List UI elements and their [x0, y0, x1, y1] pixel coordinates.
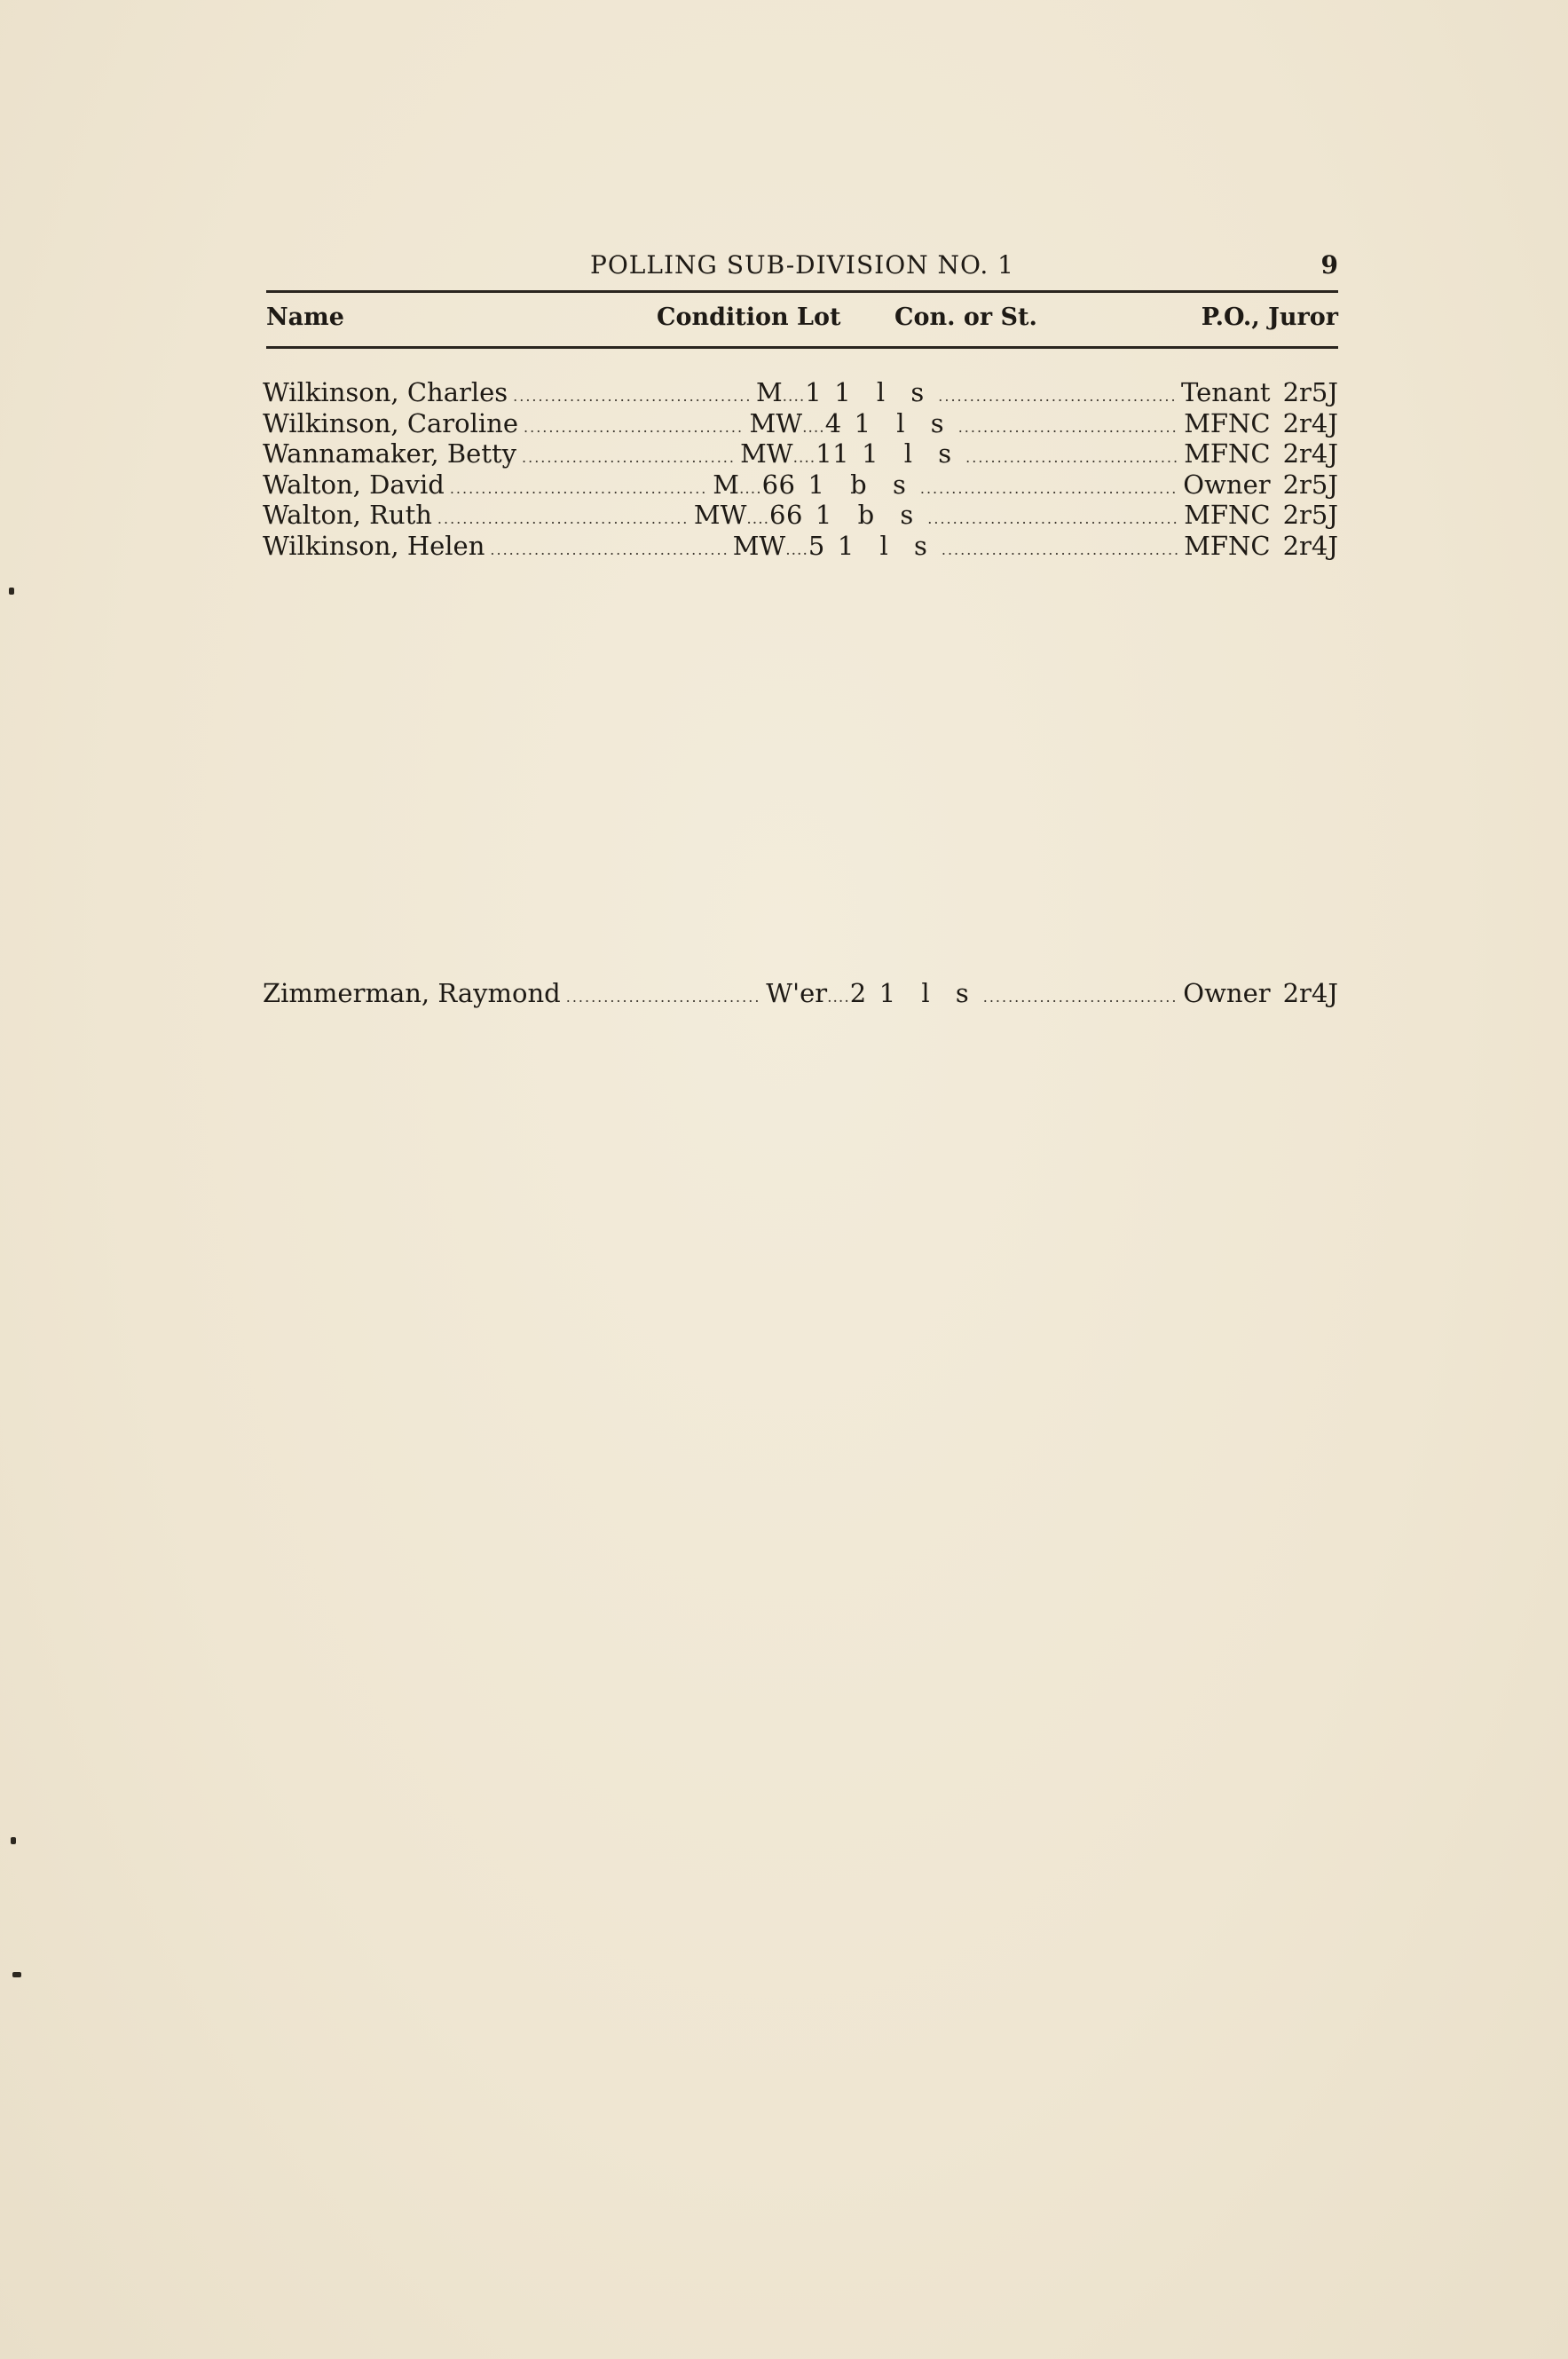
- leader-dots: [450, 480, 707, 497]
- entry-juror: 2r4J: [1282, 438, 1338, 469]
- entry-con: 1 l s: [879, 978, 978, 1008]
- leader-dots: [437, 510, 689, 527]
- entry-po: MFNC: [1184, 407, 1271, 438]
- column-headers: [266, 304, 1338, 335]
- margin-mark: [12, 1972, 21, 1977]
- entry-lot: 2: [849, 978, 867, 1008]
- entry-lot: 1: [805, 377, 823, 407]
- entry-juror: 2r4J: [1282, 978, 1338, 1008]
- margin-mark: [11, 1837, 16, 1844]
- entry-juror: 2r5J: [1282, 500, 1338, 530]
- leader-dots: [938, 388, 1176, 405]
- list-item: [263, 531, 1338, 562]
- leader-dots: ....: [738, 479, 762, 498]
- entry-lot: 66: [769, 500, 803, 530]
- entry-po: Owner: [1183, 978, 1271, 1008]
- leader-dots: [490, 541, 727, 558]
- entry-con: 1 l s: [854, 407, 953, 438]
- entry-juror: 2r5J: [1282, 377, 1338, 407]
- column-header-po-juror: P.O., Juror: [1201, 304, 1338, 331]
- leader-dots: [958, 419, 1179, 436]
- entry-lot: 11: [816, 438, 850, 469]
- entry-name: Walton, David: [263, 469, 445, 500]
- page-title: POLLING SUB-DIVISION NO. 1: [590, 250, 1014, 280]
- entry-po: Owner: [1183, 469, 1271, 500]
- leader-dots: [920, 480, 1178, 497]
- list-item: [263, 500, 1338, 531]
- page-header: [266, 250, 1338, 286]
- entry-juror: 2r4J: [1282, 407, 1338, 438]
- leader-dots: [522, 449, 735, 466]
- entry-condition: M: [713, 469, 739, 500]
- list-item: [263, 978, 1338, 1009]
- list-item: [263, 438, 1338, 469]
- voter-list-z: [263, 978, 1338, 1009]
- entry-name: Walton, Ruth: [263, 500, 432, 530]
- entry-name: Wannamaker, Betty: [263, 438, 517, 469]
- entry-con: 1 l s: [834, 377, 934, 407]
- entry-po: MFNC: [1184, 438, 1271, 469]
- voter-list: [263, 377, 1338, 561]
- entry-juror: 2r5J: [1282, 469, 1338, 500]
- leader-dots: ....: [792, 449, 816, 467]
- leader-dots: [524, 419, 745, 436]
- leader-dots: ....: [802, 418, 825, 437]
- entry-con: 1 b s: [808, 469, 915, 500]
- margin-mark: [9, 588, 14, 595]
- header-rule-bottom: [266, 346, 1338, 349]
- column-header-con-or-st: Con. or St.: [894, 304, 1037, 331]
- entry-condition: MW: [749, 407, 803, 438]
- leader-dots: ....: [782, 388, 806, 406]
- leader-dots: ....: [827, 989, 850, 1006]
- entry-name: Zimmerman, Raymond: [263, 978, 561, 1008]
- entry-con: 1 l s: [862, 438, 961, 469]
- entry-name: Wilkinson, Charles: [263, 377, 508, 407]
- entry-condition: M: [755, 377, 783, 407]
- leader-dots: [942, 541, 1178, 558]
- entry-po: MFNC: [1184, 500, 1271, 530]
- leader-dots: [983, 989, 1178, 1006]
- leader-dots: [927, 510, 1178, 527]
- list-item: [263, 408, 1338, 439]
- header-rule-top: [266, 290, 1338, 293]
- entry-con: 1 b s: [815, 500, 923, 530]
- entry-condition: MW: [732, 530, 786, 561]
- entry-condition: MW: [740, 438, 793, 469]
- entry-po: Tenant: [1181, 377, 1271, 407]
- entry-name: Wilkinson, Helen: [263, 530, 485, 561]
- entry-condition: W'er: [766, 978, 828, 1008]
- list-item: [263, 377, 1338, 408]
- page-number: 9: [1320, 250, 1338, 280]
- list-item: [263, 469, 1338, 501]
- entry-con: 1 l s: [837, 530, 936, 561]
- leader-dots: [965, 449, 1178, 466]
- leader-dots: ....: [746, 510, 770, 528]
- entry-lot: 4: [824, 407, 842, 438]
- entry-po: MFNC: [1184, 530, 1271, 561]
- entry-condition: MW: [693, 500, 747, 530]
- leader-dots: [513, 388, 751, 405]
- entry-lot: 66: [761, 469, 796, 500]
- column-header-name: Name: [266, 304, 344, 331]
- column-header-condition-lot: Condition Lot: [657, 304, 841, 331]
- entry-lot: 5: [808, 530, 825, 561]
- entry-name: Wilkinson, Caroline: [263, 407, 519, 438]
- leader-dots: [566, 989, 761, 1006]
- entry-juror: 2r4J: [1282, 530, 1338, 561]
- leader-dots: ....: [785, 540, 808, 559]
